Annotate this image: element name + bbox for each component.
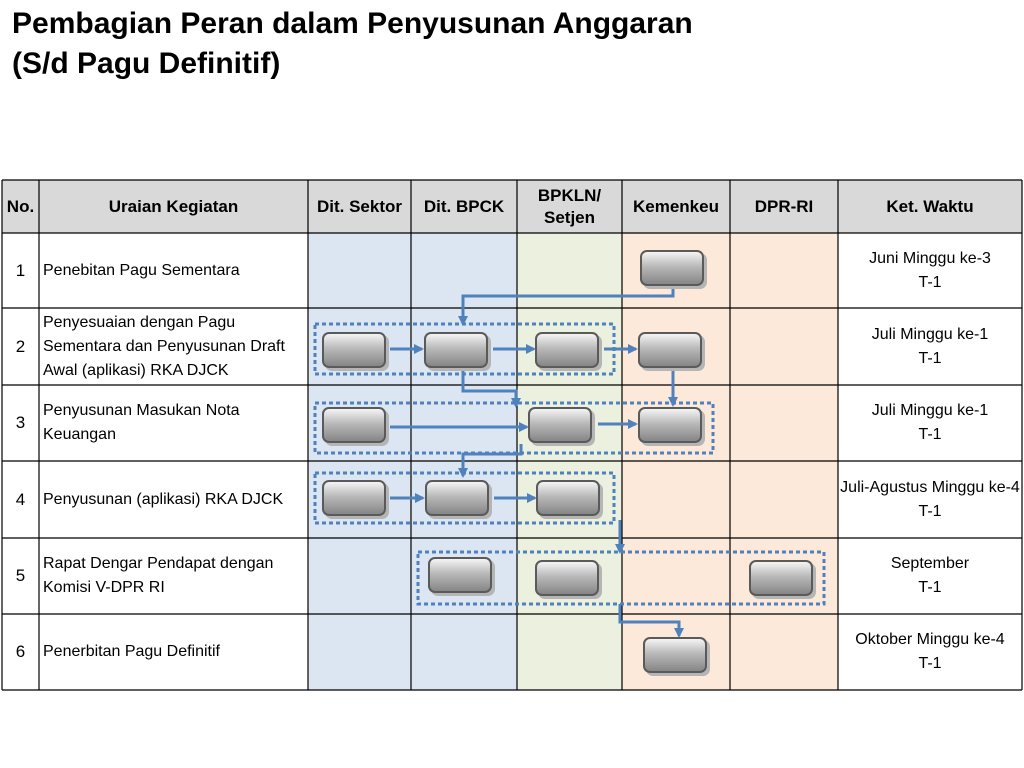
header-ket-waktu-label: Ket. Waktu [886,196,974,216]
row-uraian-text: Penerbitan Pagu Definitif [43,643,220,660]
row-number-text: 5 [15,566,26,585]
header-dit-bpck-label: Dit. BPCK [423,196,505,216]
activity-box [638,332,702,368]
activity-box [322,332,386,368]
row-uraian-text: Penyesuaian dengan Pagu Sementara dan Penyusunan Draft Awal (aplikasi) RKA DJCK [43,313,285,379]
row-number-text: 3 [15,413,26,432]
activity-box [536,480,600,516]
activity-box [535,560,599,596]
page-title-line-2: (S/d Pagu Definitif) [12,47,281,80]
flow-arrow [620,604,679,636]
row-number-text: 1 [15,260,26,280]
header-dpr-ri-label: DPR-RI [754,196,814,216]
row-number-text: 2 [15,336,26,356]
row-uraian-text: Penyusunan (aplikasi) RKA DJCK [43,490,284,508]
flow-arrow [463,444,521,476]
activity-box [528,407,592,443]
page-title-line-1: Pembagian Peran dalam Penyusunan Anggaran [12,7,693,40]
header-no-label: No. [6,196,35,216]
activity-box [425,480,489,516]
activity-box [640,250,704,286]
row-number-text: 6 [15,642,26,661]
row-number-text: 4 [15,489,26,509]
activity-box [535,332,599,368]
row-uraian-text: Penyusunan Masukan Nota Keuangan [43,402,240,443]
activity-box [424,332,488,368]
row-ket-waktu-text: Juli Minggu ke-1 T-1 [871,402,989,443]
header-dit-sektor-label: Dit. Sektor [316,196,403,216]
header-bpkln-setjen-label: BPKLN/ Setjen [537,185,602,227]
row-ket-waktu-text: Juli Minggu ke-1 T-1 [871,325,989,367]
row-ket-waktu-text: Oktober Minggu ke-4 T-1 [855,631,1005,672]
header-kemenkeu-label: Kemenkeu [633,196,719,216]
activity-box [428,557,492,593]
activity-box [749,560,813,596]
row-ket-waktu-text: Juni Minggu ke-3 T-1 [869,249,991,291]
activity-box [638,407,702,443]
flow-arrow [463,283,673,324]
header-uraian-label: Uraian Kegiatan [108,196,239,216]
row-uraian-text: Rapat Dengar Pendapat dengan Komisi V-DPR RI [43,555,274,596]
row-ket-waktu-text: September T-1 [890,555,970,596]
activity-box [643,637,707,673]
row-ket-waktu-text: Juli-Agustus Minggu ke-4 T-1 [840,478,1020,520]
activity-box [322,480,386,516]
activity-box [322,407,386,443]
row-uraian-text: Penebitan Pagu Sementara [43,261,240,279]
